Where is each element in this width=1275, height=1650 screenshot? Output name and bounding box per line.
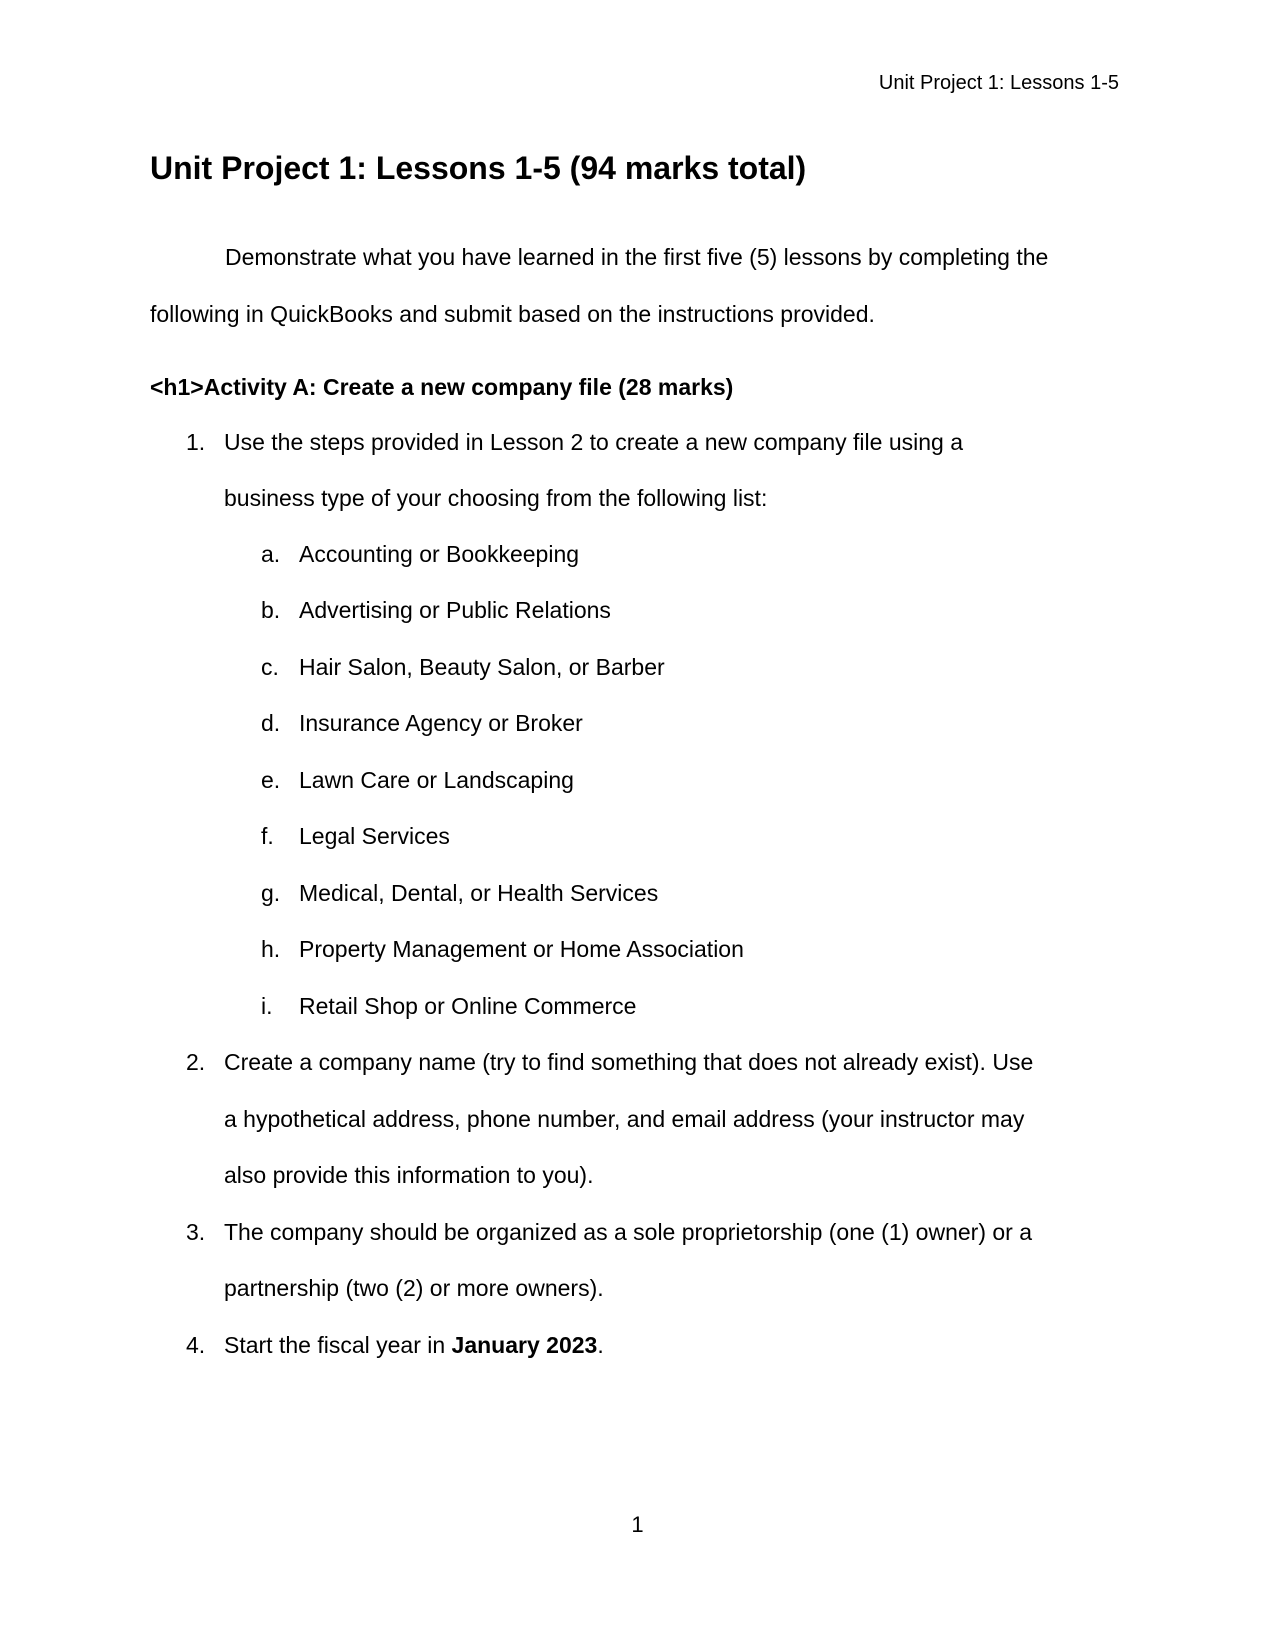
- option-label: Lawn Care or Landscaping: [299, 767, 574, 793]
- step-text: Create a company name (try to find something that does not already exist). Use: [224, 1049, 1034, 1075]
- activity-heading: <h1>Activity A: Create a new company file (28 marks): [150, 374, 734, 400]
- option-label: Advertising or Public Relations: [299, 597, 611, 623]
- option-letter: h.: [261, 936, 281, 962]
- option-letter: e.: [261, 767, 281, 793]
- option-label: Accounting or Bookkeeping: [299, 541, 580, 567]
- fiscal-year-start: January 2023: [451, 1332, 598, 1358]
- option-letter: d.: [261, 710, 281, 736]
- option-letter: f.: [261, 823, 274, 849]
- option-letter: a.: [261, 541, 281, 567]
- step-text: partnership (two (2) or more owners).: [224, 1275, 604, 1301]
- step-text-before: Start the fiscal year in: [224, 1332, 452, 1358]
- step-text: Use the steps provided in Lesson 2 to create a new company file using a: [224, 429, 963, 455]
- step-number: 2.: [186, 1049, 206, 1075]
- option-label: Insurance Agency or Broker: [299, 710, 583, 736]
- step-text: also provide this information to you).: [224, 1162, 594, 1188]
- step-number: 1.: [186, 429, 206, 455]
- option-letter: c.: [261, 654, 279, 680]
- option-label: Medical, Dental, or Health Services: [299, 880, 659, 906]
- page-number: 1: [631, 1512, 644, 1537]
- option-label: Retail Shop or Online Commerce: [299, 993, 637, 1019]
- option-label: Property Management or Home Association: [299, 936, 744, 962]
- option-label: Hair Salon, Beauty Salon, or Barber: [299, 654, 665, 680]
- step-number: 3.: [186, 1219, 206, 1245]
- option-letter: g.: [261, 880, 281, 906]
- option-letter: i.: [261, 993, 273, 1019]
- step-text: The company should be organized as a sole proprietorship (one (1) owner) or a: [224, 1219, 1032, 1245]
- option-letter: b.: [261, 597, 281, 623]
- step-text: business type of your choosing from the following list:: [224, 485, 768, 511]
- running-header: Unit Project 1: Lessons 1-5: [878, 72, 1119, 94]
- step-text: a hypothetical address, phone number, and email address (your instructor may: [224, 1106, 1025, 1132]
- document-title: Unit Project 1: Lessons 1-5 (94 marks total): [150, 150, 807, 186]
- step-text-after: .: [597, 1332, 604, 1358]
- step-text: [224, 1330, 604, 1360]
- step-number: 4.: [186, 1332, 206, 1358]
- intro-paragraph: Demonstrate what you have learned in the first five (5) lessons by completing the following in QuickBooks and submit based on the instructions provided.: [150, 244, 1049, 327]
- option-label: Legal Services: [299, 823, 450, 849]
